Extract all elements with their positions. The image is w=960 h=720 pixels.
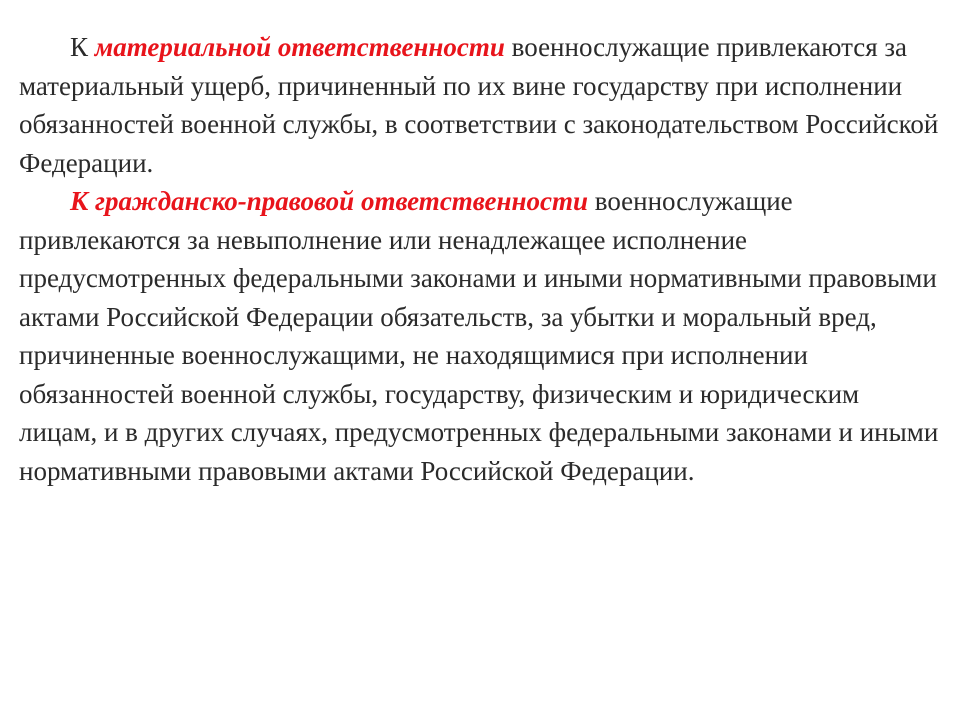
- civil-liability-term: К гражданско-правовой ответственности: [70, 186, 588, 216]
- material-liability-term: материальной ответственности: [94, 32, 505, 62]
- paragraph-material-liability: [19, 28, 939, 182]
- slide-text-body: [19, 28, 939, 490]
- paragraph-1-lead: К: [70, 32, 95, 62]
- paragraph-1-text: военнослужащие привлекаются за материальный ущерб, причиненный по их вине государству при исполнении обязанностей военной службы, в соответствии с законодательством Российской Федерации.: [19, 32, 939, 178]
- paragraph-2-text: военнослужащие привлекаются за невыполнение или ненадлежащее исполнение предусмотренных федеральными законами и иными нормативными правовыми актами Российской Федерации обязательств, за убытки и моральный вред, причиненные военнослужащими, не находящимися при исполнении обязанностей военной службы, государству, физическим и юридическим лицам, и в других случаях, предусмотренных федеральными законами и иными нормативными правовыми актами Российской Федерации.: [19, 186, 939, 486]
- paragraph-civil-liability: [19, 182, 939, 490]
